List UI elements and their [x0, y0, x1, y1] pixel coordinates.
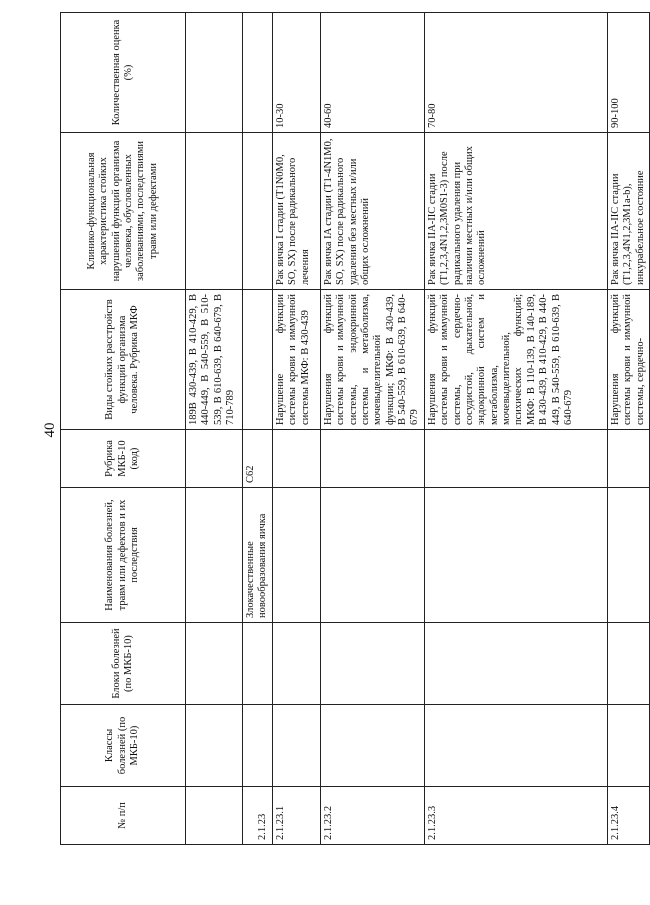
cell-clinical: Рак яичка I стадии (T1N0M0, SO, SX) после радикального лечения [272, 133, 320, 290]
cell-disease [320, 488, 424, 623]
cell-block [320, 623, 424, 705]
cell-clinical: Рак яичка IA стадии (T1-4N1M0, SO, SX) после радикального удаления без местных и/или общих осложнений [320, 133, 424, 290]
header-clinical: Клинико-функциональная характеристика стойких нарушений функций организма человека, обусловленных заболеваниями, последствиями травм или дефектами [61, 133, 186, 290]
cell-clinical [243, 133, 273, 290]
cell-block [424, 623, 607, 705]
cell-disease [607, 488, 649, 623]
header-names: Наименования болезней, травм или дефектов и их последствия [61, 488, 186, 623]
cell-score: 40-60 [320, 13, 424, 133]
cell-score [243, 13, 273, 133]
header-classes: Классы болезней (по МКБ-10) [61, 705, 186, 787]
cell-clinical: Рак яичка IIA-IIC стадии (T1,2,3,4N1,2,3M0S1-3) после радикального удаления при наличии местных и/или общих осложнений [424, 133, 607, 290]
cell-class [424, 705, 607, 787]
header-code: Рубрика МКБ-10 (код) [61, 430, 186, 488]
rotated-page-content [60, 13, 646, 845]
cell-score: 90-100 [607, 13, 649, 133]
cell-class [186, 705, 243, 787]
table-row [320, 13, 424, 845]
cell-code [186, 430, 243, 488]
cell-types: Нарушения функций системы крови и иммунной системы, сердечно- [607, 290, 649, 430]
cell-types: Нарушения функций системы крови и иммунной системы, сердечно-сосудистой, дыхательной, эндокринной систем и метаболизма, мочевыделительной, психических функций; МКФ: В 110-139, В 140-189, В 430-439, В 410-429, В 440-449, В 540-559, В 610-639, В 640-679 [424, 290, 607, 430]
table-row [272, 13, 320, 845]
cell-disease [272, 488, 320, 623]
header-row [61, 13, 186, 845]
cell-num: 2.1.23 [243, 787, 273, 845]
cell-block [607, 623, 649, 705]
cell-class [243, 705, 273, 787]
table-row [186, 13, 243, 845]
cell-score: 10-30 [272, 13, 320, 133]
cell-num [186, 787, 243, 845]
cell-num: 2.1.23.4 [607, 787, 649, 845]
cell-block [243, 623, 273, 705]
cell-code: С62 [243, 430, 273, 488]
cell-class [607, 705, 649, 787]
header-num: № п/п [61, 787, 186, 845]
disability-criteria-table [60, 12, 650, 845]
cell-types: Нарушение функции системы крови и иммунной системы МКФ: В 430-439 [272, 290, 320, 430]
cell-types [243, 290, 273, 430]
cell-clinical: Рак яичка IIA-IIC стадии (T1,2,3,4N1,2,3M1a-b), инкурабельное состояние [607, 133, 649, 290]
cell-block [272, 623, 320, 705]
cell-code [272, 430, 320, 488]
header-blocks: Блоки болезней (по МКБ-10) [61, 623, 186, 705]
cell-disease: Злокачественные новообразования яичка [243, 488, 273, 623]
cell-class [320, 705, 424, 787]
cell-code [320, 430, 424, 488]
cell-num: 2.1.23.3 [424, 787, 607, 845]
cell-block [186, 623, 243, 705]
cell-score [186, 13, 243, 133]
cell-score: 70-80 [424, 13, 607, 133]
table-row [424, 13, 607, 845]
cell-num: 2.1.23.2 [320, 787, 424, 845]
cell-num: 2.1.23.1 [272, 787, 320, 845]
cell-types: 189В 430-439, В 410-429, В 440-449, В 540-559, В 510-539, В 610-639, В 640-679, В 710-789 [186, 290, 243, 430]
page-number: 40 [42, 422, 58, 438]
table-row [243, 13, 273, 845]
header-types: Виды стойких расстройств функций организма человека. Рубрика МКФ [61, 290, 186, 430]
cell-disease [186, 488, 243, 623]
cell-clinical [186, 133, 243, 290]
cell-code [607, 430, 649, 488]
header-score: Количественная оценка (%) [61, 13, 186, 133]
cell-class [272, 705, 320, 787]
cell-disease [424, 488, 607, 623]
table-row [607, 13, 649, 845]
cell-types: Нарушения функций системы крови и иммунной системы, эндокринной системы и метаболизма, мочевыделительной функции; МКФ: В 430-439, В 540-559, В 610-639, В 640-679 [320, 290, 424, 430]
cell-code [424, 430, 607, 488]
